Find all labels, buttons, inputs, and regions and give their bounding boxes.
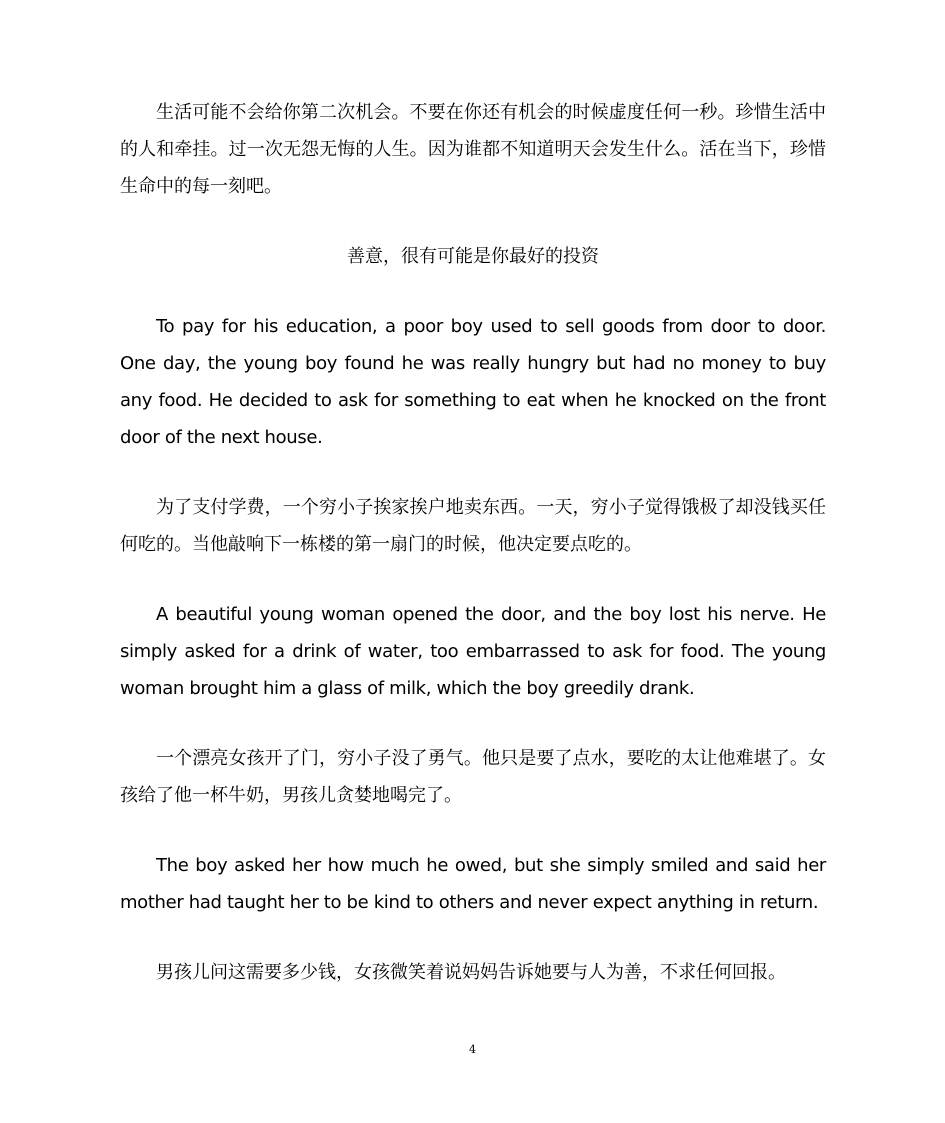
document-body: [120, 94, 826, 991]
paragraph-spacer: [120, 563, 826, 596]
section-heading: 善意，很有可能是你最好的投资: [347, 246, 599, 267]
paragraph-spacer: [120, 205, 826, 238]
paragraph-en-1: To pay for his education, a poor boy used to sell goods from door to door. One day, the young boy found he was really hungry but had no money to buy any food. He decided to ask for something to eat when he knocked on the front door of the next house.: [120, 316, 826, 448]
paragraph-zh-1: 为了支付学费，一个穷小子挨家挨户地卖东西。一天，穷小子觉得饿极了却没钱买任何吃的。当他敲响下一栋楼的第一扇门的时候，他决定要点吃的。: [120, 497, 826, 555]
paragraph-spacer: [120, 814, 826, 847]
paragraph-spacer: [120, 707, 826, 740]
paragraph-en-3: The boy asked her how much he owed, but she simply smiled and said her mother had taught her to be kind to others and never expect anything in return.: [120, 855, 826, 913]
paragraph-spacer: [120, 921, 826, 954]
paragraph-spacer: [120, 275, 826, 308]
paragraph-zh-2: 一个漂亮女孩开了门，穷小子没了勇气。他只是要了点水，要吃的太让他难堪了。女孩给了他一杯牛奶，男孩儿贪婪地喝完了。: [120, 748, 826, 806]
paragraph-en-2: A beautiful young woman opened the door, and the boy lost his nerve. He simply asked for a drink of water, too embarrassed to ask for food. The young woman brought him a glass of milk, which the boy greedily drank.: [120, 604, 826, 699]
paragraph-zh-3: 男孩儿问这需要多少钱，女孩微笑着说妈妈告诉她要与人为善，不求任何回报。: [156, 962, 786, 983]
paragraph-spacer: [120, 456, 826, 489]
intro-paragraph: 生活可能不会给你第二次机会。不要在你还有机会的时候虚度任何一秒。珍惜生活中的人和牵挂。过一次无怨无悔的人生。因为谁都不知道明天会发生什么。活在当下，珍惜生命中的每一刻吧。: [120, 102, 826, 197]
page-number: 4: [469, 1043, 476, 1056]
